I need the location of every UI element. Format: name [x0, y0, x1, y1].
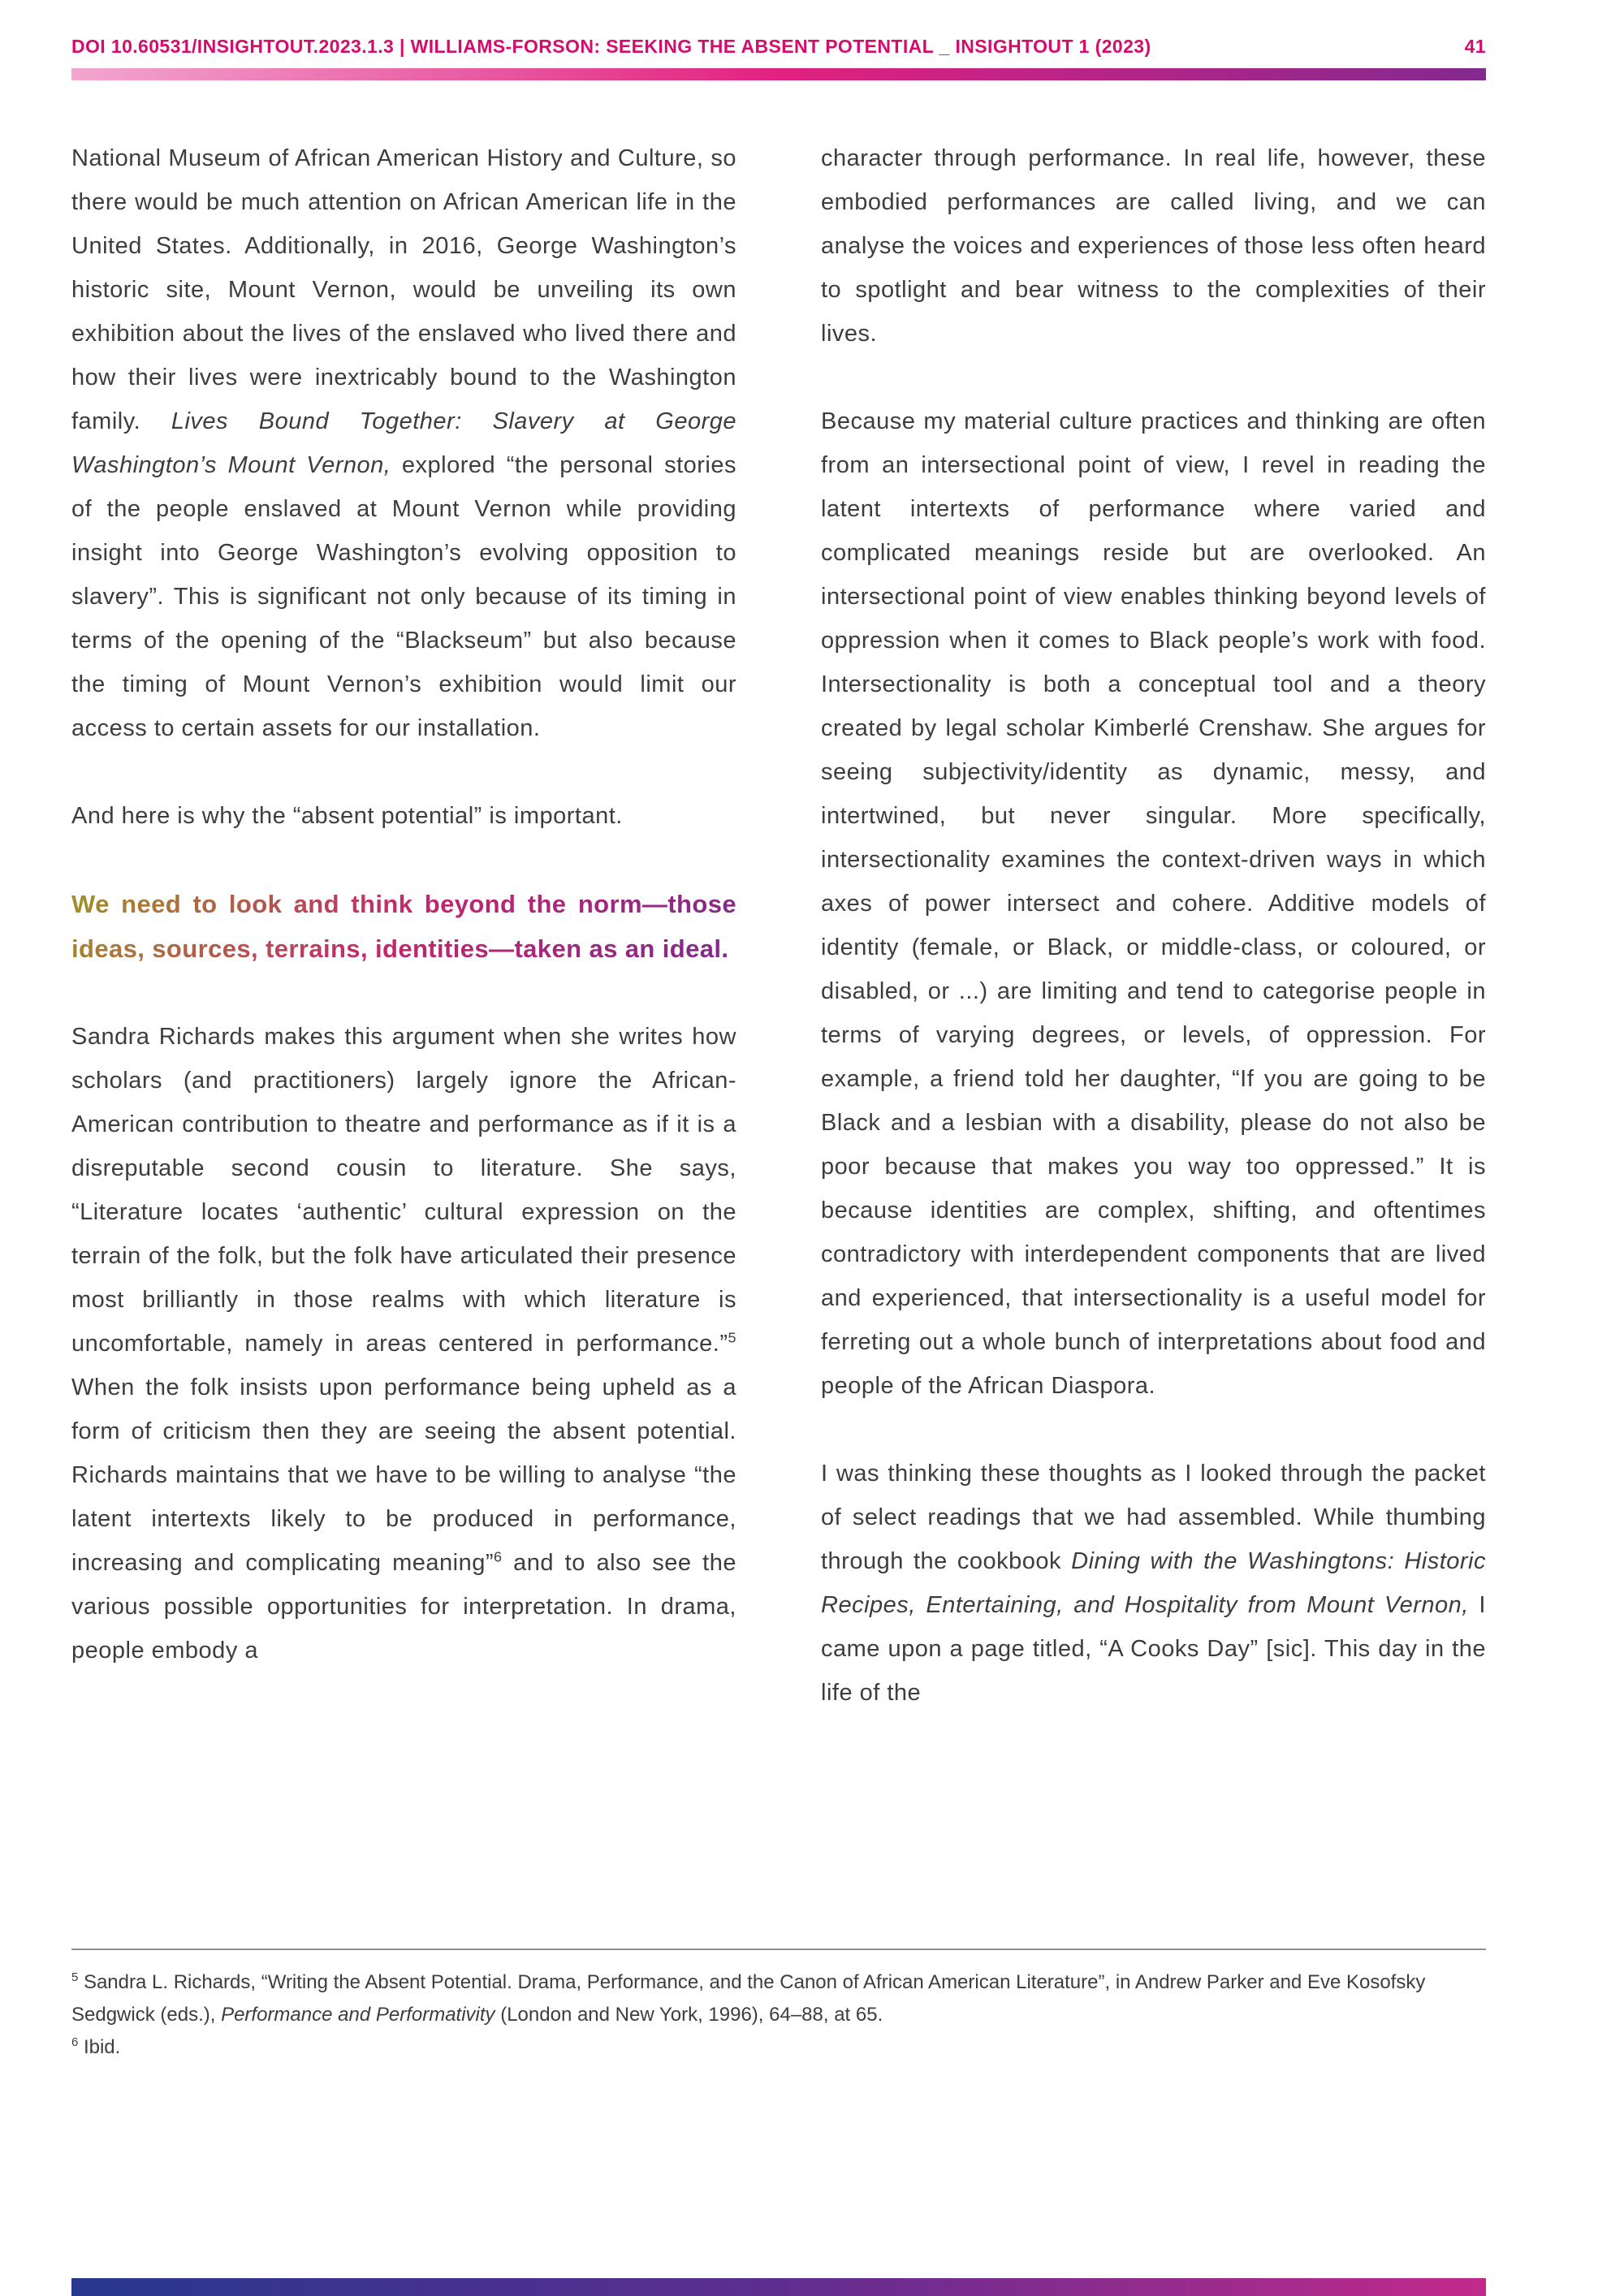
- text-run: Because my material culture practices and thinking are often from an intersectional point of view, I revel in reading the latent intertexts of performance where varied and complicated meanings reside but are overlooked. An intersectional point of view enables thinking beyond levels of oppression when it comes to Black people’s work with food. Intersectionality is both a conceptual tool and a theory created by legal scholar Kimberlé Crenshaw. She argues for seeing subjectivity/identity as dynamic, messy, and intertwined, but never singular. More specifically, intersectionality examines the context-driven ways in which axes of power intersect and cohere. Additive models of identity (female, or Black, or middle-class, or coloured, or disabled, or ...) are limiting and tend to categorise people in terms of varying degrees, or levels, of oppression. For example, a friend told her daughter, “If you are going to be Black and a lesbian with a disability, please do not also be poor because that makes you way too oppressed.” It is because identities are complex, shifting, and oftentimes contradictory with interdependent components that are lived and experienced, that intersectionality is a useful model for ferreting out a whole bunch of interpretations about food and people of the African Diaspora.: [821, 408, 1486, 1399]
- footnote-ref: 5: [71, 1971, 79, 1984]
- text-run: I came upon a page titled, “A Cooks Day” [sic]. This day in the life of the: [821, 1592, 1486, 1706]
- footnote-ref: 6: [71, 2036, 79, 2049]
- header-gradient-bar: [71, 68, 1486, 80]
- pull-quote-heading: We need to look and think beyond the norm—those ideas, sources, terrains, identities—taken as an ideal.: [71, 882, 736, 971]
- italic-text-run: Lives Bound Together: Slavery at George Washington’s Mount Vernon,: [71, 408, 736, 478]
- text-run: I was thinking these thoughts as I looked through the packet of select readings that we had assembled. While thumbing through the cookbook: [821, 1461, 1486, 1574]
- italic-text-run: Dining with the Washingtons: Historic Recipes, Entertaining, and Hospitality from Mount Vernon,: [821, 1548, 1486, 1618]
- text-run: And here is why the “absent potential” is important.: [71, 803, 623, 829]
- footer-gradient-bar: [71, 2278, 1486, 2296]
- footnotes-section: [71, 1949, 1486, 2064]
- text-run: National Museum of African American History and Culture, so there would be much attention on African American life in the United States. Additionally, in 2016, George Washington’s historic site, Mount Vernon, would be unveiling its own exhibition about the lives of the enslaved who lived there and how their lives were inextricably bound to the Washington family.: [71, 145, 736, 434]
- paragraph-character-performance: [821, 136, 1486, 356]
- italic-text-run: Performance and Performativity: [221, 2004, 495, 2026]
- left-column: [71, 136, 736, 1715]
- paragraph-sandra-richards: [71, 1015, 736, 1672]
- page-header: [71, 36, 1486, 58]
- text-run: explored “the personal stories of the people enslaved at Mount Vernon while providing insight into George Washington’s evolving opposition to slavery”. This is significant not only because of its timing in terms of the opening of the “Blackseum” but also because the timing of Mount Vernon’s exhibition would limit our access to certain assets for our installation.: [71, 452, 736, 741]
- text-run: character through performance. In real life, however, these embodied performances are called living, and we can analyse the voices and experiences of those less often heard to spotlight and bear witness to the complexities of their lives.: [821, 145, 1486, 347]
- text-run: When the folk insists upon performance being upheld as a form of criticism then they are seeing the absent potential. Richards maintains that we have to be willing to analyse “the latent intertexts likely to be produced in performance, increasing and complicating meaning”: [71, 1375, 736, 1576]
- text-run: (London and New York, 1996), 64–88, at 65.: [495, 2004, 883, 2026]
- paragraph-museum-exhibition: [71, 136, 736, 750]
- paragraph-absent-potential: [71, 794, 736, 838]
- footnote-5: [71, 1966, 1486, 2031]
- paragraph-cookbook: [821, 1452, 1486, 1715]
- paragraph-intersectionality: [821, 399, 1486, 1408]
- text-run: Ibid.: [78, 2036, 121, 2058]
- page-number: 41: [1464, 36, 1486, 57]
- footnote-ref: 5: [728, 1329, 736, 1346]
- body-columns: [71, 136, 1486, 1715]
- footnote-ref: 6: [494, 1548, 503, 1565]
- running-head: DOI 10.60531/INSIGHTOUT.2023.1.3 | WILLIAMS-FORSON: SEEKING THE ABSENT POTENTIAL _ INSIGHTOUT 1 (2023): [71, 36, 1151, 57]
- text-run: Sandra L. Richards, “Writing the Absent Potential. Drama, Performance, and the Canon of African American Literature”, in Andrew Parker and Eve Kosofsky Sedgwick (eds.),: [71, 1971, 1426, 2026]
- footnote-6: [71, 2031, 1486, 2064]
- text-run: and to also see the various possible opportunities for interpretation. In drama, people embody a: [71, 1550, 736, 1664]
- right-column: [821, 136, 1486, 1715]
- text-run: Sandra Richards makes this argument when she writes how scholars (and practitioners) largely ignore the African-American contribution to theatre and performance as if it is a disreputable second cousin to literature. She says, “Literature locates ‘authentic’ cultural expression on the terrain of the folk, but the folk have articulated their presence most brilliantly in those realms with which literature is uncomfortable, namely in areas centered in performance.”: [71, 1024, 736, 1357]
